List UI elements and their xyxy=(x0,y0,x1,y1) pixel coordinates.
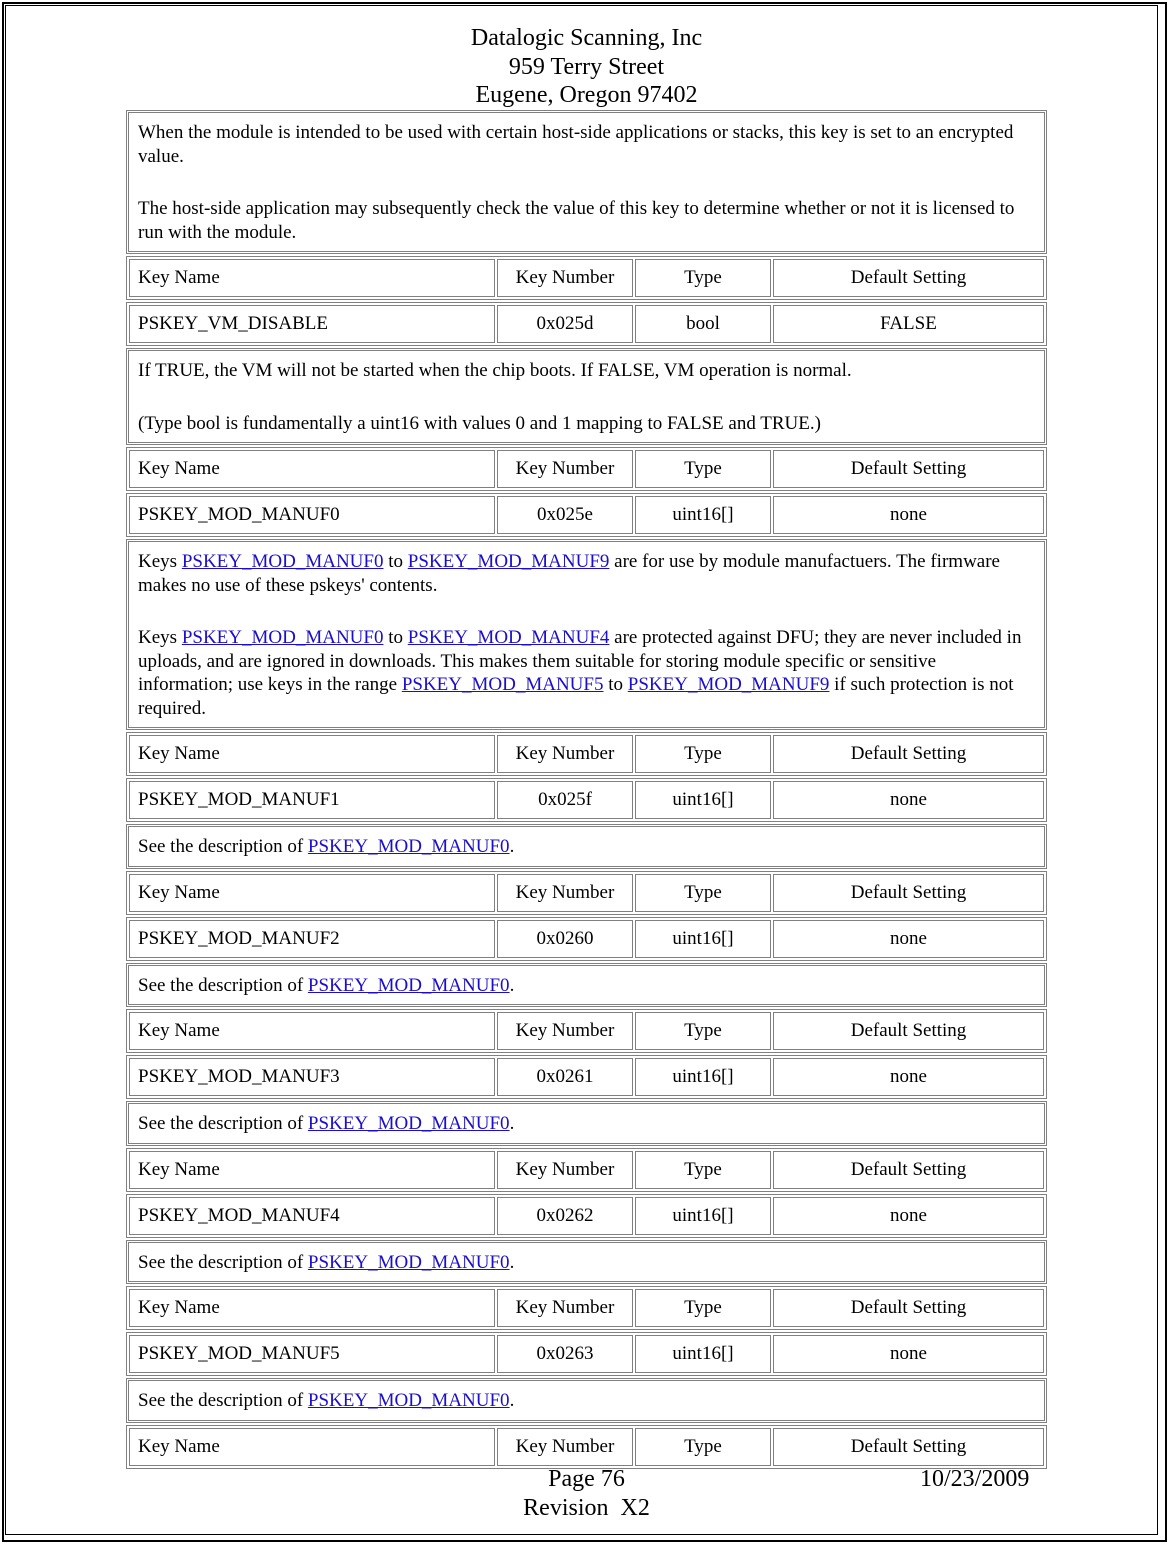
key-number: 0x025f xyxy=(497,781,633,819)
col-header-type: Type xyxy=(635,1289,771,1327)
link-pskey-mod-manuf0[interactable]: PSKEY_MOD_MANUF0 xyxy=(307,1113,510,1134)
company-name: Datalogic Scanning, Inc xyxy=(470,25,703,51)
key-type: uint16[] xyxy=(635,1197,771,1235)
description-mod-manuf0 xyxy=(126,539,1047,730)
key-header-row xyxy=(129,259,1044,297)
key-value-table xyxy=(126,1194,1047,1238)
text-run: . xyxy=(509,1113,515,1134)
link-pskey-mod-manuf0[interactable]: PSKEY_MOD_MANUF0 xyxy=(307,974,510,996)
link-pskey-mod-manuf0[interactable]: PSKEY_MOD_MANUF0 xyxy=(307,1390,510,1411)
page-number: Page 76 xyxy=(548,1466,625,1492)
description-paragraph: The host-side application may subsequently check the value of this key to determine whether or not it is licensed to run with the module. xyxy=(138,198,1015,243)
col-header-key-name: Key Name xyxy=(129,1151,495,1189)
key-header-table xyxy=(126,256,1047,300)
description-vm-disable xyxy=(126,348,1047,445)
text-run: . xyxy=(509,974,515,996)
footer-date: 10/23/2009 xyxy=(920,1466,1030,1492)
description-paragraph: (Type bool is fundamentally a uint16 with values 0 and 1 mapping to FALSE and TRUE.) xyxy=(138,412,821,434)
col-header-default: Default Setting xyxy=(773,1012,1044,1050)
link-pskey-mod-manuf0[interactable]: PSKEY_MOD_MANUF0 xyxy=(307,1251,510,1273)
link-pskey-mod-manuf9[interactable]: PSKEY_MOD_MANUF9 xyxy=(627,674,830,695)
key-default: FALSE xyxy=(773,305,1044,343)
col-header-key-number: Key Number xyxy=(497,874,633,912)
text-run: See the description of xyxy=(138,1113,308,1134)
col-header-key-number: Key Number xyxy=(497,450,633,488)
text-run: are protected against DFU; they are never included in uploads, and are ignored in downloads. This makes them suitable for storing module specific or sensitive information; use keys in the range xyxy=(138,627,1022,695)
description-paragraph: If TRUE, the VM will not be started when the chip boots. If FALSE, VM operation is normal. xyxy=(138,360,852,381)
key-number: 0x025d xyxy=(497,305,633,343)
key-type: uint16[] xyxy=(635,920,771,958)
text-run: to xyxy=(603,674,628,695)
text-run: if such protection is not required. xyxy=(138,674,1014,719)
text-run: See the description of xyxy=(138,1390,308,1411)
key-header-row xyxy=(129,1012,1044,1050)
col-header-key-name: Key Name xyxy=(129,735,495,773)
key-number: 0x0263 xyxy=(497,1335,633,1373)
col-header-type: Type xyxy=(635,874,771,912)
col-header-key-number: Key Number xyxy=(497,735,633,773)
description-see-mod-manuf0 xyxy=(126,824,1047,869)
company-street: 959 Terry Street xyxy=(508,53,665,80)
col-header-default: Default Setting xyxy=(773,735,1044,773)
key-header-row xyxy=(129,735,1044,773)
link-pskey-mod-manuf0[interactable]: PSKEY_MOD_MANUF0 xyxy=(307,836,510,857)
link-pskey-mod-manuf9[interactable]: PSKEY_MOD_MANUF9 xyxy=(407,551,610,572)
col-header-key-number: Key Number xyxy=(497,259,633,297)
key-header-table xyxy=(126,1286,1047,1330)
key-default: none xyxy=(773,1058,1044,1096)
col-header-key-name: Key Name xyxy=(129,874,495,912)
key-header-table xyxy=(126,732,1047,776)
key-name: PSKEY_MOD_MANUF1 xyxy=(129,781,495,819)
col-header-default: Default Setting xyxy=(773,1151,1044,1189)
col-header-type: Type xyxy=(635,1428,771,1466)
key-header-row xyxy=(129,874,1044,912)
key-header-row xyxy=(129,1151,1044,1189)
col-header-default: Default Setting xyxy=(773,874,1044,912)
key-name: PSKEY_MOD_MANUF4 xyxy=(129,1197,495,1235)
text-run: See the description of xyxy=(138,836,308,857)
key-name: PSKEY_MOD_MANUF5 xyxy=(129,1335,495,1373)
col-header-default: Default Setting xyxy=(773,259,1044,297)
text-run: Keys xyxy=(138,551,182,572)
col-header-type: Type xyxy=(635,1151,771,1189)
text-run: Keys xyxy=(138,627,182,648)
key-header-row xyxy=(129,1428,1044,1466)
key-default: none xyxy=(773,1335,1044,1373)
key-value-row xyxy=(129,496,1044,534)
letterhead xyxy=(0,24,1173,110)
pskey-document xyxy=(126,110,1047,1471)
key-value-row xyxy=(129,1058,1044,1096)
key-default: none xyxy=(773,920,1044,958)
text-run: . xyxy=(509,1390,515,1411)
col-header-key-name: Key Name xyxy=(129,1289,495,1327)
key-default: none xyxy=(773,496,1044,534)
key-value-row xyxy=(129,920,1044,958)
company-city: Eugene, Oregon 97402 xyxy=(475,82,698,108)
key-header-table xyxy=(126,1148,1047,1192)
key-value-table xyxy=(126,1055,1047,1099)
link-pskey-mod-manuf0[interactable]: PSKEY_MOD_MANUF0 xyxy=(181,627,384,648)
text-run: to xyxy=(383,551,408,572)
col-header-key-name: Key Name xyxy=(129,1428,495,1466)
key-value-table xyxy=(126,778,1047,822)
col-header-key-number: Key Number xyxy=(497,1012,633,1050)
col-header-type: Type xyxy=(635,735,771,773)
link-pskey-mod-manuf0[interactable]: PSKEY_MOD_MANUF0 xyxy=(181,551,384,572)
key-header-table xyxy=(126,871,1047,915)
key-type: uint16[] xyxy=(635,496,771,534)
key-name: PSKEY_MOD_MANUF0 xyxy=(129,496,495,534)
description-see-mod-manuf0 xyxy=(126,1240,1047,1285)
key-type: bool xyxy=(635,305,771,343)
key-header-table xyxy=(126,1009,1047,1053)
key-value-row xyxy=(129,1335,1044,1373)
link-pskey-mod-manuf4[interactable]: PSKEY_MOD_MANUF4 xyxy=(407,627,610,648)
key-type: uint16[] xyxy=(635,1058,771,1096)
key-header-row xyxy=(129,450,1044,488)
key-value-table xyxy=(126,493,1047,537)
key-header-table xyxy=(126,447,1047,491)
description-paragraph xyxy=(138,1251,1035,1275)
text-run: to xyxy=(383,627,408,648)
text-run: . xyxy=(509,1251,515,1273)
key-value-row xyxy=(129,1197,1044,1235)
description-paragraph xyxy=(138,974,1035,998)
description-see-mod-manuf0 xyxy=(126,1378,1047,1423)
key-value-table xyxy=(126,302,1047,346)
key-default: none xyxy=(773,1197,1044,1235)
col-header-type: Type xyxy=(635,1012,771,1050)
description-see-mod-manuf0 xyxy=(126,1101,1047,1146)
text-run: . xyxy=(509,836,515,857)
col-header-key-name: Key Name xyxy=(129,1012,495,1050)
text-run: See the description of xyxy=(138,974,308,996)
description-intro xyxy=(126,110,1047,254)
key-value-row xyxy=(129,305,1044,343)
col-header-type: Type xyxy=(635,450,771,488)
key-header-table xyxy=(126,1425,1047,1469)
description-paragraph xyxy=(138,550,1035,597)
key-number: 0x0262 xyxy=(497,1197,633,1235)
description-paragraph xyxy=(138,1389,1035,1413)
description-paragraph xyxy=(138,626,1035,720)
key-number: 0x0260 xyxy=(497,920,633,958)
col-header-key-name: Key Name xyxy=(129,259,495,297)
key-name: PSKEY_MOD_MANUF3 xyxy=(129,1058,495,1096)
description-paragraph xyxy=(138,835,1035,859)
description-paragraph: When the module is intended to be used with certain host-side applications or stacks, this key is set to an encrypted value. xyxy=(138,122,1014,167)
col-header-key-number: Key Number xyxy=(497,1428,633,1466)
key-value-table xyxy=(126,917,1047,961)
key-header-row xyxy=(129,1289,1044,1327)
col-header-key-name: Key Name xyxy=(129,450,495,488)
key-name: PSKEY_VM_DISABLE xyxy=(129,305,495,343)
text-run: are for use by module manufactuers. The firmware makes no use of these pskeys' contents. xyxy=(138,551,1000,596)
key-value-table xyxy=(126,1332,1047,1376)
key-value-row xyxy=(129,781,1044,819)
key-default: none xyxy=(773,781,1044,819)
col-header-default: Default Setting xyxy=(773,1289,1044,1327)
key-name: PSKEY_MOD_MANUF2 xyxy=(129,920,495,958)
text-run: See the description of xyxy=(138,1251,308,1273)
col-header-type: Type xyxy=(635,259,771,297)
description-paragraph xyxy=(138,1112,1035,1136)
col-header-key-number: Key Number xyxy=(497,1151,633,1189)
col-header-key-number: Key Number xyxy=(497,1289,633,1327)
key-type: uint16[] xyxy=(635,1335,771,1373)
revision: Revision X2 xyxy=(523,1494,650,1521)
col-header-default: Default Setting xyxy=(773,1428,1044,1466)
key-type: uint16[] xyxy=(635,781,771,819)
description-see-mod-manuf0 xyxy=(126,963,1047,1008)
link-pskey-mod-manuf5[interactable]: PSKEY_MOD_MANUF5 xyxy=(401,674,604,695)
key-number: 0x0261 xyxy=(497,1058,633,1096)
col-header-default: Default Setting xyxy=(773,450,1044,488)
key-number: 0x025e xyxy=(497,496,633,534)
